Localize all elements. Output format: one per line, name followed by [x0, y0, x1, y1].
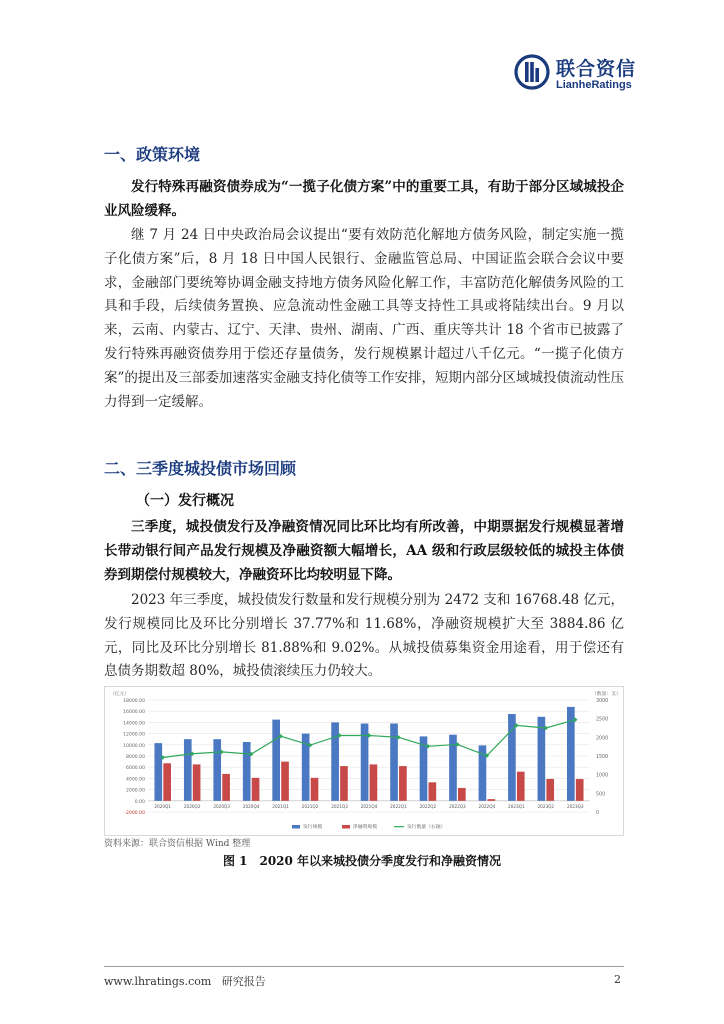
bar-net-financing	[311, 778, 319, 801]
bar-net-financing	[458, 788, 466, 801]
x-tick-label: 2023Q2	[537, 803, 555, 809]
company-logo	[514, 50, 650, 98]
bar-net-financing	[399, 766, 407, 801]
left-tick-label: 10000.00	[123, 743, 145, 749]
section-2-subheading: （一）发行概况	[136, 493, 234, 509]
left-tick-label: 0.00	[134, 799, 145, 805]
page-number: 2	[614, 973, 621, 986]
section-2-heading: 二、三季度城投债市场回顾	[104, 459, 297, 478]
left-tick-label: 6000.00	[126, 766, 145, 772]
bar-net-financing	[281, 762, 289, 801]
bar-net-financing	[193, 764, 201, 800]
right-tick-label: 0	[596, 811, 600, 816]
bar-net-financing	[222, 774, 230, 801]
bar-net-financing	[252, 778, 260, 801]
bar-issuance	[184, 739, 192, 801]
lianhe-logo-icon	[514, 54, 550, 90]
bar-issuance	[154, 743, 162, 801]
x-tick-label: 2022Q4	[478, 803, 496, 809]
x-tick-label: 2023Q1	[508, 803, 525, 809]
bar-issuance	[390, 724, 398, 801]
section-2-body: 2023 年三季度，城投债发行数量和发行规模分别为 2472 支和 16768.48 亿元，发行规模同比及环比分别增长 37.77%和 11.68%，净融资规模扩大至 3884.86 亿元，同比及环比分别增长 81.88%和 9.02%。从城投债募集资金用途看，用于偿还有息债务期数超 80%，城投债滚续压力仍较大。	[104, 592, 624, 680]
left-tick-label: -2000.00	[124, 811, 145, 816]
bar-net-financing	[576, 779, 584, 801]
footer-divider	[104, 966, 624, 967]
section-1-body: 继 7 月 24 日中央政治局会议提出“要有效防范化解地方债务风险，制定实施一揽子化债方案”后，8 月 18 日中国人民银行、金融监管总局、中国证监会联合会议中要求，金融部门要统筹协调金融支持地方债务风险化解工作，丰富防范化解债务风险的工具和手段，后续债务置换、应急流动性金融工具等支持性工具或将陆续出台。9 月以来，云南、内蒙古、辽宁、天津、贵州、湖南、广西、重庆等共计 18 个省市已披露了发行特殊再融资债券用于偿还存量债务，发行规模累计超过八千亿元。“一揽子化债方案”的提出及三部委加速落实金融支持化债等工作安排，短期内部分区域城投债流动性压力得到一定缓解。	[104, 227, 624, 410]
x-tick-label: 2022Q2	[419, 803, 437, 809]
logo-en-text: LianheRatings	[556, 79, 632, 91]
x-tick-label: 2020Q2	[183, 803, 201, 809]
footer-site	[104, 973, 266, 989]
x-tick-label: 2020Q1	[154, 803, 172, 809]
figure-source: 资料来源：联合资信根据 Wind 整理	[104, 839, 251, 849]
bar-issuance	[243, 742, 251, 801]
right-tick-label: 500	[596, 792, 606, 798]
bar-net-financing	[517, 772, 525, 801]
left-tick-label: 16000.00	[123, 710, 145, 716]
bar-net-financing	[163, 763, 171, 801]
legend-swatch-net	[342, 825, 350, 829]
x-tick-label: 2021Q3	[331, 803, 348, 809]
left-tick-label: 14000.00	[123, 721, 145, 727]
bar-net-financing	[370, 764, 378, 800]
left-tick-label: 2000.00	[126, 788, 145, 794]
x-tick-label: 2021Q4	[360, 803, 378, 809]
bar-issuance	[331, 722, 339, 800]
left-tick-label: 12000.00	[123, 732, 145, 738]
figure-caption: 图 1 2020 年以来城投债分季度发行和净融资情况	[222, 854, 502, 868]
legend-label-net: 净融资规模	[353, 825, 377, 830]
x-tick-label: 2022Q1	[390, 803, 407, 809]
legend-label-issuance: 发行规模	[303, 825, 323, 830]
bar-net-financing	[340, 766, 348, 801]
bar-net-financing	[546, 779, 554, 801]
left-tick-label: 4000.00	[126, 777, 145, 783]
x-tick-label: 2022Q3	[449, 803, 466, 809]
x-tick-label: 2021Q2	[301, 803, 319, 809]
x-tick-label: 2020Q3	[213, 803, 230, 809]
footer-label: 研究报告	[221, 975, 266, 988]
right-tick-label: 1500	[596, 755, 609, 760]
right-axis-unit: （数量：支）	[592, 692, 621, 697]
section-1-lead: 发行特殊再融资债券成为“一揽子化债方案”中的重要工具，有助于部分区域城投企业风险缓释。	[104, 179, 624, 219]
logo-cn-text: 联合资信	[556, 58, 637, 80]
footer-site-url: www.lhratings.com	[104, 975, 212, 988]
bar-issuance	[213, 739, 221, 801]
right-tick-label: 2000	[596, 736, 609, 742]
left-axis-unit: （亿元）	[110, 692, 130, 697]
bar-net-financing	[487, 799, 495, 801]
bar-net-financing	[429, 782, 437, 800]
legend-label-count: 发行数量（右轴）	[407, 825, 446, 830]
left-tick-label: 18000.00	[123, 699, 145, 704]
right-tick-label: 2500	[596, 717, 609, 723]
bar-issuance	[538, 717, 546, 801]
bar-issuance	[272, 720, 280, 801]
issuance-chart	[104, 686, 624, 836]
x-tick-label: 2023Q3	[566, 803, 584, 809]
legend-swatch-issuance	[292, 825, 300, 829]
right-tick-label: 1000	[596, 773, 609, 779]
x-tick-label: 2021Q1	[272, 803, 289, 809]
right-tick-label: 3000	[596, 699, 609, 704]
section-1-heading: 一、政策环境	[104, 145, 201, 164]
left-tick-label: 8000.00	[126, 755, 145, 760]
x-tick-label: 2020Q4	[242, 803, 260, 809]
section-2-lead: 三季度，城投债发行及净融资情况同比环比均有所改善，中期票据发行规模显著增长带动银行间产品发行规模及净融资额大幅增长，AA 级和行政层级较低的城投主体债券到期偿付规模较大，净融资环比均较明显下降。	[104, 519, 624, 583]
